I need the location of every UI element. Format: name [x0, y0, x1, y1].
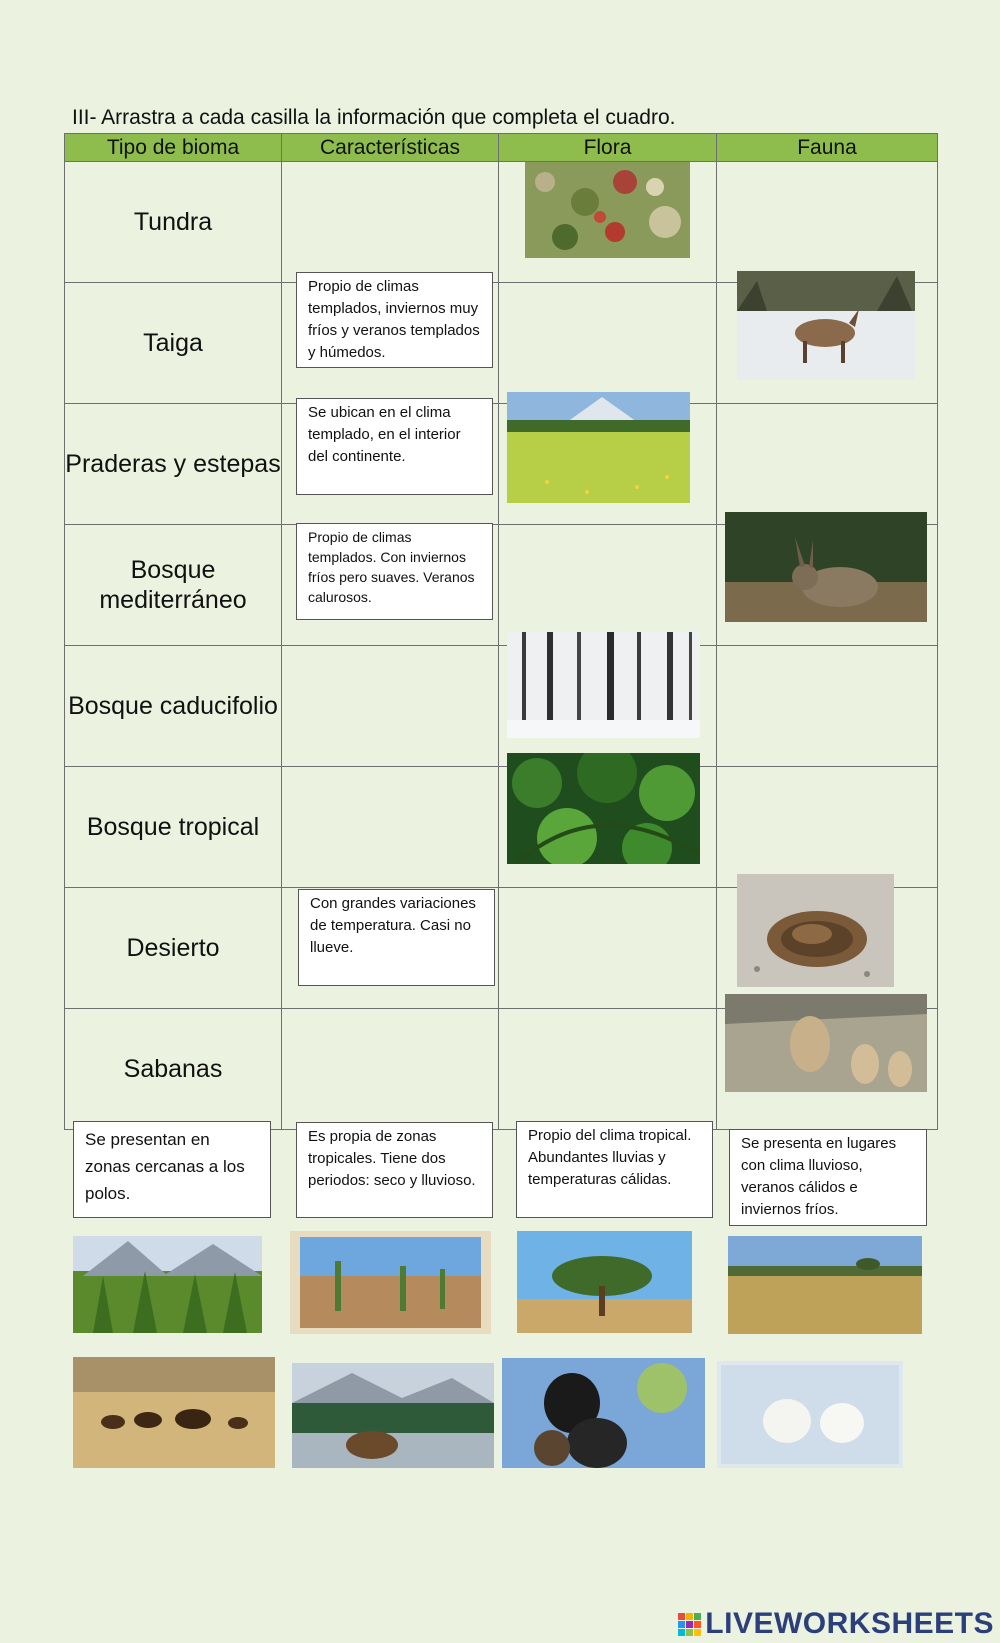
rabbit-image[interactable]: [725, 512, 927, 622]
snowy-birch-forest-image[interactable]: [507, 632, 700, 738]
drop-zone-fauna[interactable]: [717, 767, 938, 888]
elk-in-snow-image[interactable]: [737, 271, 915, 380]
brand-text: LIVEWORKSHEETS: [705, 1607, 994, 1640]
conifer-forest-mountains-image[interactable]: [73, 1236, 262, 1333]
placed-card-praderas[interactable]: Se ubican en el clima templado, en el interior del continente.: [296, 398, 493, 495]
drop-zone-flora[interactable]: [499, 888, 717, 1009]
monkeys-image[interactable]: [502, 1358, 705, 1468]
polar-bear-cubs-image[interactable]: [717, 1361, 903, 1468]
moss-lichen-image[interactable]: [525, 162, 690, 258]
drop-zone-flora[interactable]: [499, 283, 717, 404]
drop-zone-fauna[interactable]: [717, 162, 938, 283]
bank-card[interactable]: Propio del clima tropical. Abundantes lluvias y temperaturas cálidas.: [516, 1121, 713, 1218]
header-flora: Flora: [499, 134, 717, 162]
instruction-title: III- Arrastra a cada casilla la información que completa el cuadro.: [72, 106, 676, 129]
liveworksheets-logo: [678, 1607, 994, 1641]
drop-zone-caracteristicas[interactable]: [282, 162, 499, 283]
desert-cactus-image[interactable]: [290, 1231, 491, 1334]
biome-name: Bosque mediterráneo: [65, 525, 282, 646]
bank-card[interactable]: Es propia de zonas tropicales. Tiene dos periodos: seco y lluvioso.: [296, 1122, 493, 1218]
placed-card-desierto[interactable]: Con grandes variaciones de temperatura. Casi no llueve.: [298, 889, 495, 986]
savanna-grassland-image[interactable]: [728, 1236, 922, 1334]
drop-zone-flora[interactable]: [499, 525, 717, 646]
puma-family-image[interactable]: [725, 994, 927, 1092]
header-fauna: Fauna: [717, 134, 938, 162]
biome-name: Bosque tropical: [65, 767, 282, 888]
biome-name: Sabanas: [65, 1009, 282, 1130]
drop-zone-caracteristicas[interactable]: [282, 1009, 499, 1130]
drop-zone-caracteristicas[interactable]: [282, 646, 499, 767]
biome-name: Praderas y estepas: [65, 404, 282, 525]
drop-zone-flora[interactable]: [499, 1009, 717, 1130]
drop-zone-caracteristicas[interactable]: [282, 767, 499, 888]
biome-name: Taiga: [65, 283, 282, 404]
drop-zone-fauna[interactable]: [717, 646, 938, 767]
table-row: [65, 404, 938, 525]
rattlesnake-image[interactable]: [737, 874, 894, 987]
bison-herd-image[interactable]: [73, 1357, 275, 1468]
table-header-row: [65, 134, 938, 162]
biome-name: Desierto: [65, 888, 282, 1009]
table-row: [65, 646, 938, 767]
brown-bear-river-image[interactable]: [292, 1363, 494, 1468]
biome-name: Tundra: [65, 162, 282, 283]
header-tipo: Tipo de bioma: [65, 134, 282, 162]
bank-card[interactable]: Se presentan en zonas cercanas a los polos.: [73, 1121, 271, 1218]
placed-card-mediterraneo[interactable]: Propio de climas templados. Con inviernos fríos pero suaves. Veranos calurosos.: [296, 523, 493, 620]
table-row: [65, 767, 938, 888]
table-row: [65, 162, 938, 283]
drop-zone-fauna[interactable]: [717, 404, 938, 525]
header-caracteristicas: Características: [282, 134, 499, 162]
biome-name: Bosque caducifolio: [65, 646, 282, 767]
placed-card-taiga[interactable]: Propio de climas templados, inviernos muy fríos y veranos templados y húmedos.: [296, 272, 493, 368]
bank-card[interactable]: Se presenta en lugares con clima lluvioso, veranos cálidos e inviernos fríos.: [729, 1129, 927, 1226]
jungle-image[interactable]: [507, 753, 700, 864]
logo-icon: [678, 1613, 701, 1636]
meadow-mountains-image[interactable]: [507, 392, 690, 503]
savanna-tree-image[interactable]: [517, 1231, 692, 1333]
